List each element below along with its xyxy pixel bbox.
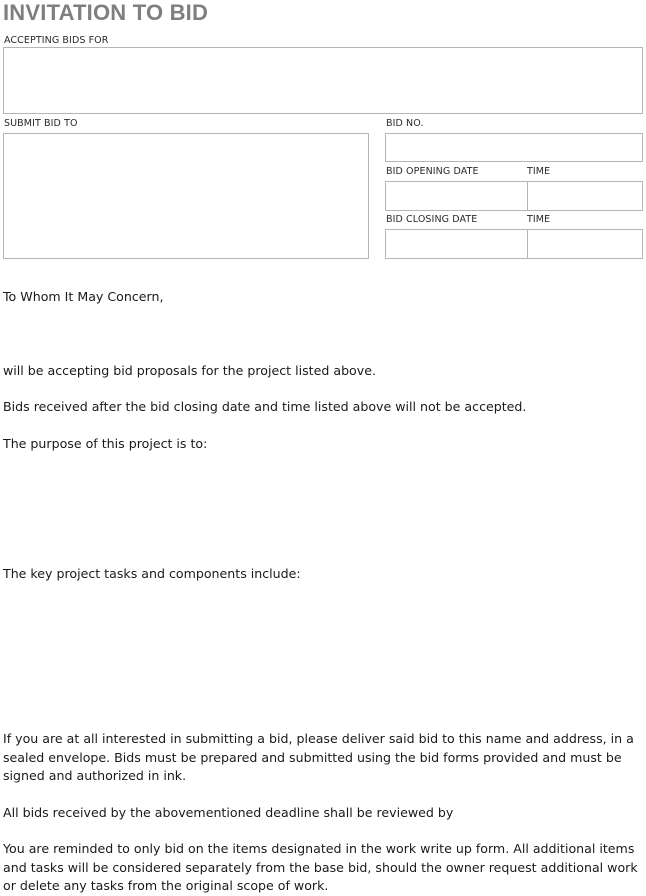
submit-bid-to-field[interactable] xyxy=(3,133,369,259)
bid-opening-date-label: BID OPENING DATE xyxy=(386,166,479,177)
late-bids-text: Bids received after the bid closing date and time listed above will not be accepted. xyxy=(3,399,527,414)
accepting-bids-for-field[interactable] xyxy=(3,47,643,114)
salutation: To Whom It May Concern, xyxy=(3,289,164,304)
project-purpose-text: The purpose of this project is to: xyxy=(3,436,208,451)
bid-review-text: All bids received by the abovementioned deadline shall be reviewed by xyxy=(3,805,454,820)
opening-time-field[interactable] xyxy=(527,181,643,211)
bid-no-field[interactable] xyxy=(385,133,643,162)
bid-delivery-instructions: If you are at all interested in submitting a bid, please deliver said bid to this name and address, in a sealed envelope. Bids must be prepared and submitted using the bid forms provided and must be signed and authorized in ink. xyxy=(3,731,634,783)
bid-closing-date-label: BID CLOSING DATE xyxy=(386,214,478,225)
opening-time-label: TIME xyxy=(527,166,551,177)
closing-time-label: TIME xyxy=(527,214,551,225)
submit-bid-to-label: SUBMIT BID TO xyxy=(4,118,78,129)
accepting-bids-for-label: ACCEPTING BIDS FOR xyxy=(4,35,109,46)
bid-opening-date-field[interactable] xyxy=(385,181,528,211)
bid-no-label: BID NO. xyxy=(386,118,424,129)
closing-time-field[interactable] xyxy=(527,229,643,259)
bid-closing-date-field[interactable] xyxy=(385,229,528,259)
accepting-proposals-text: will be accepting bid proposals for the project listed above. xyxy=(3,363,376,378)
page-title: INVITATION TO BID xyxy=(3,0,209,25)
key-tasks-text: The key project tasks and components include: xyxy=(3,566,301,581)
scope-reminder-text: You are reminded to only bid on the items designated in the work write up form. All additional items and tasks will be considered separately from the base bid, should the owner request additional work or delete any tasks from the original scope of work. xyxy=(3,841,638,893)
